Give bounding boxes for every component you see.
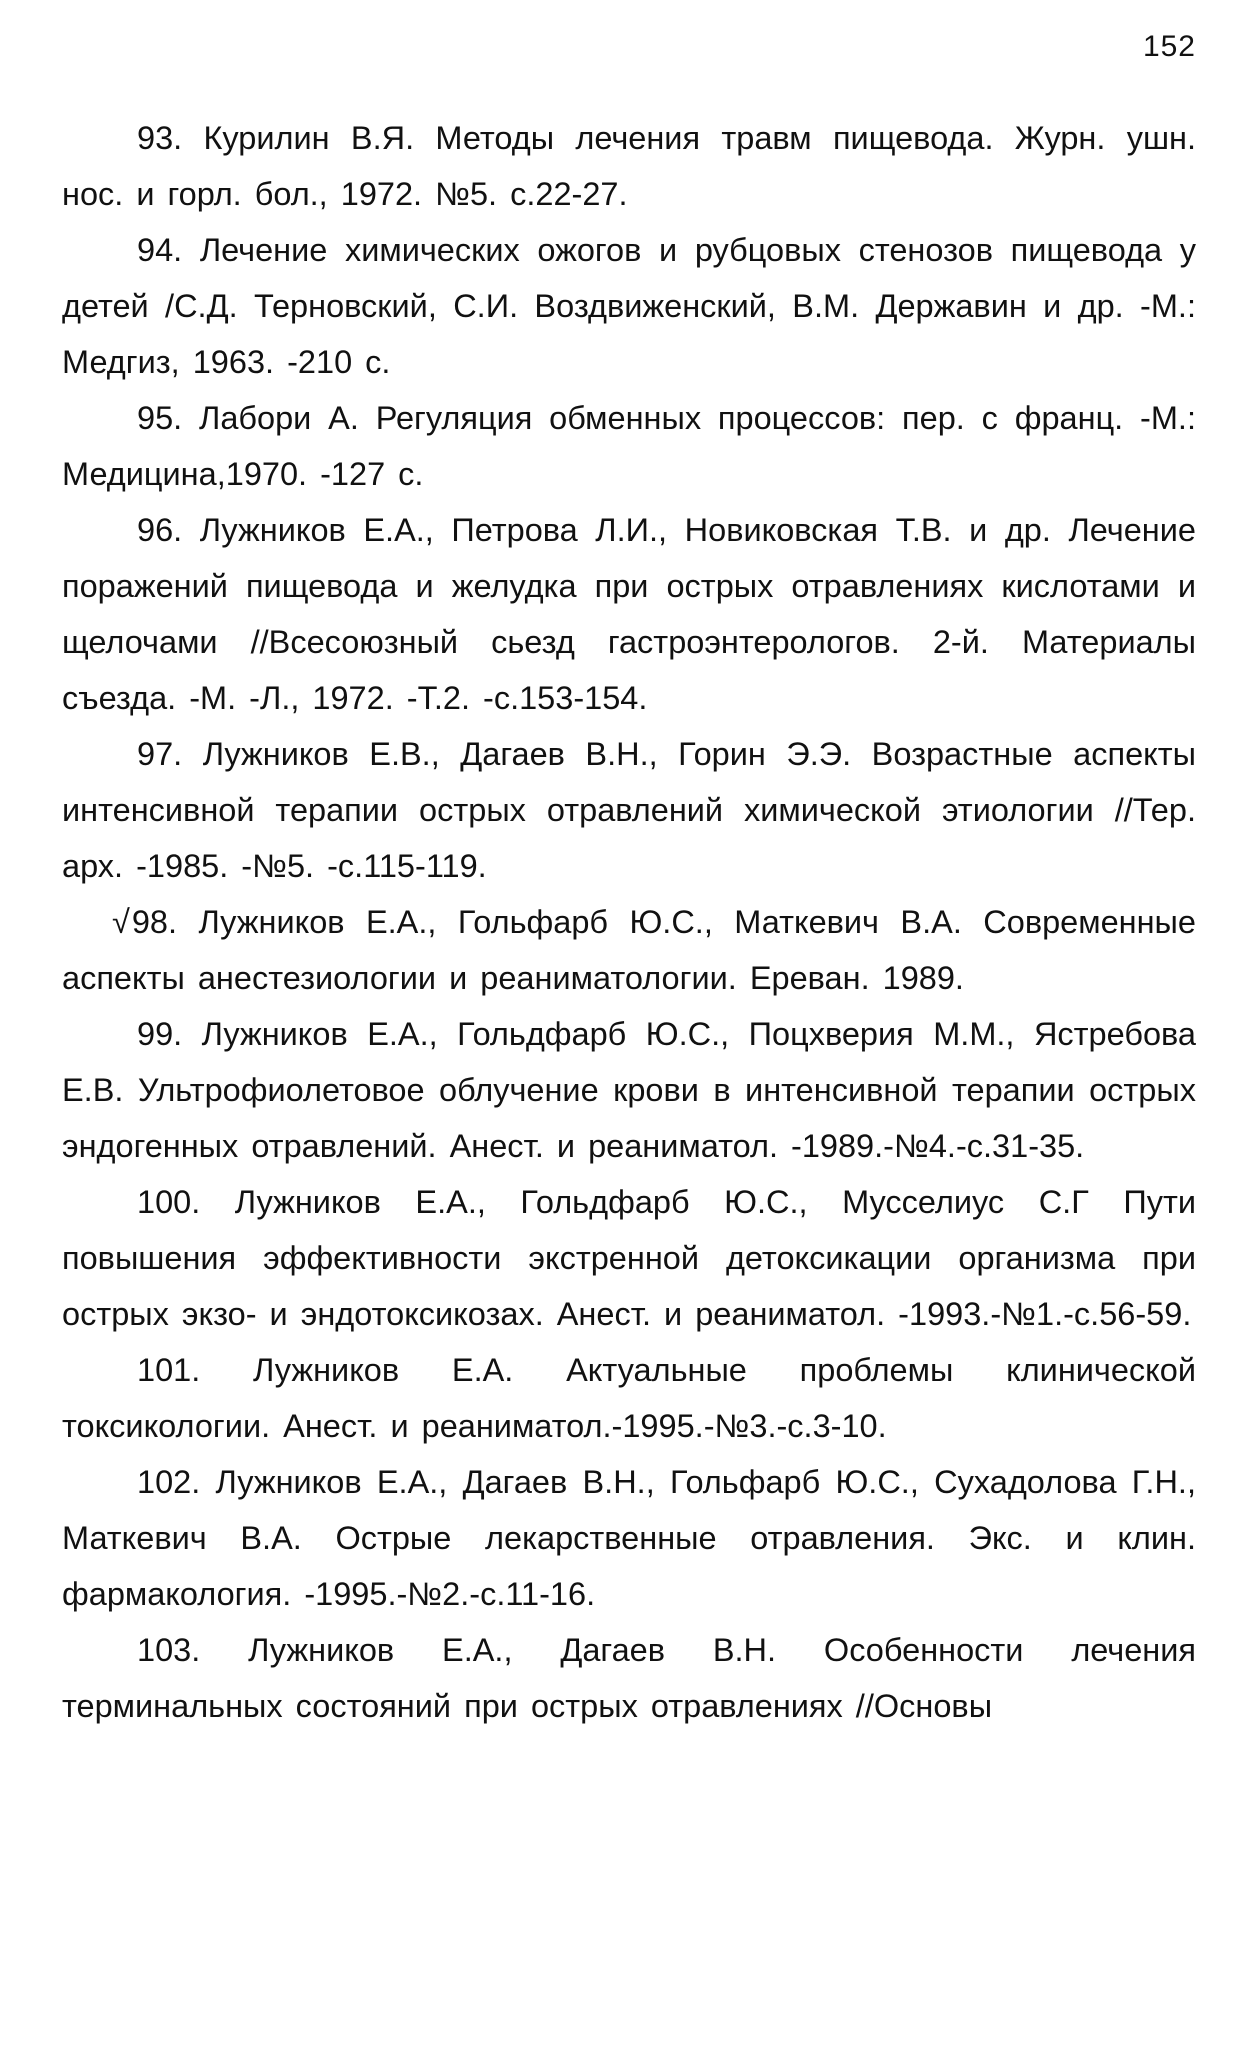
reference-text: 102. Лужников Е.А., Дагаев В.Н., Гольфарб Ю.С., Сухадолова Г.Н., Маткевич В.А. Острые лекарственные отравления. Экс. и клин. фармакология. -1995.-№2.-с.11-16.	[62, 1464, 1196, 1612]
reference-text: 96. Лужников Е.А., Петрова Л.И., Новиковская Т.В. и др. Лечение поражений пищевода и желудка при острых отравлениях кислотами и щелочами //Всесоюзный сьезд гастроэнтерологов. 2-й. Материалы съезда. -М. -Л., 1972. -Т.2. -с.153-154.	[62, 512, 1196, 716]
reference-item	[62, 1006, 1196, 1174]
reference-item	[62, 894, 1196, 1006]
reference-text: 103. Лужников Е.А., Дагаев В.Н. Особенности лечения терминальных состояний при острых отравлениях //Основы	[62, 1632, 1196, 1724]
reference-text: 101. Лужников Е.А. Актуальные проблемы клинической токсикологии. Анест. и реаниматол.-1995.-№3.-с.3-10.	[62, 1352, 1196, 1444]
reference-text: 98. Лужников Е.А., Гольфарб Ю.С., Маткевич В.А. Современные аспекты анестезиологии и реаниматологии. Ереван. 1989.	[62, 904, 1196, 996]
reference-text: 99. Лужников Е.А., Гольдфарб Ю.С., Поцхверия М.М., Ястребова Е.В. Ультрофиолетовое облучение крови в интенсивной терапии острых эндогенных отравлений. Анест. и реаниматол. -1989.-№4.-с.31-35.	[62, 1016, 1196, 1164]
reference-item	[62, 502, 1196, 726]
reference-text: 93. Курилин В.Я. Методы лечения травм пищевода. Журн. ушн. нос. и горл. бол., 1972. №5. с.22-27.	[62, 120, 1196, 212]
reference-item	[62, 1454, 1196, 1622]
reference-item	[62, 110, 1196, 222]
reference-item	[62, 726, 1196, 894]
reference-item	[62, 390, 1196, 502]
reference-text: 97. Лужников Е.В., Дагаев В.Н., Горин Э.Э. Возрастные аспекты интенсивной терапии острых отравлений химической этиологии //Тер. арх. -1985. -№5. -с.115-119.	[62, 736, 1196, 884]
page-number: 152	[1142, 30, 1196, 63]
reference-item	[62, 1622, 1196, 1734]
reference-item	[62, 222, 1196, 390]
reference-text: 95. Лабори А. Регуляция обменных процессов: пер. с франц. -М.: Медицина,1970. -127 с.	[62, 400, 1196, 492]
reference-item	[62, 1342, 1196, 1454]
reference-item	[62, 1174, 1196, 1342]
reference-text: 94. Лечение химических ожогов и рубцовых стенозов пищевода у детей /С.Д. Терновский, С.И. Воздвиженский, В.М. Державин и др. -М.: Медгиз, 1963. -210 с.	[62, 232, 1196, 380]
reference-text: 100. Лужников Е.А., Гольдфарб Ю.С., Мусселиус С.Г Пути повышения эффективности экстренной детоксикации организма при острых экзо- и эндотоксикозах. Анест. и реаниматол. -1993.-№1.-с.56-59.	[62, 1184, 1196, 1332]
checkmark-icon: √	[112, 904, 130, 940]
reference-list	[62, 110, 1196, 1734]
